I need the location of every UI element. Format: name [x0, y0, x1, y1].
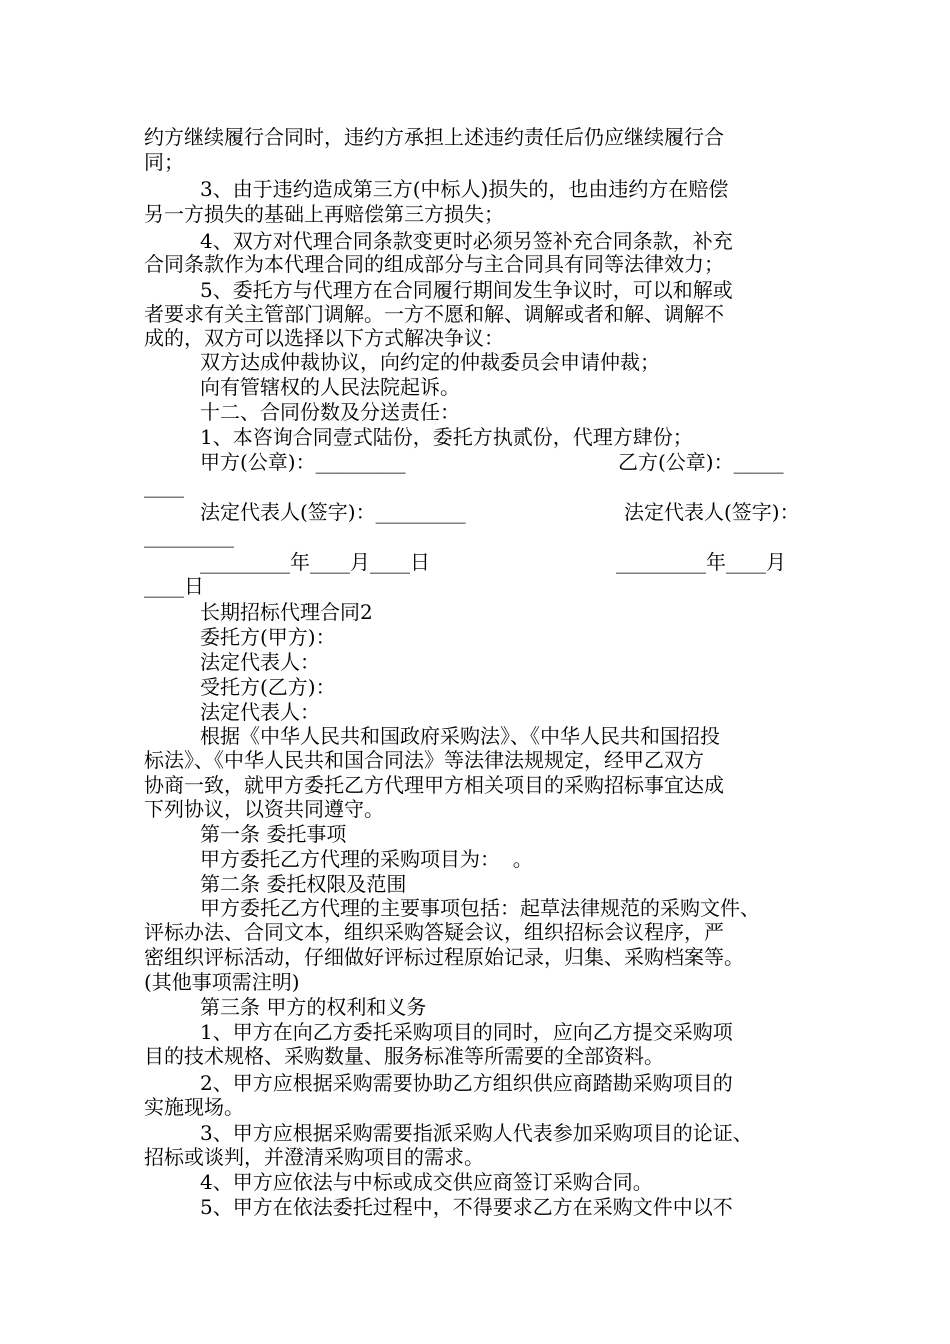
text-line-content: 另一方损失的基础上再赔偿第三方损失；: [144, 202, 504, 226]
text-line: [0, 1020, 950, 1044]
text-line-content: ____: [144, 474, 184, 498]
text-line-content: 向有管辖权的人民法院起诉。: [200, 375, 460, 399]
text-line-content: 法定代表人：: [200, 650, 320, 674]
text-line: [0, 600, 950, 624]
text-line-content: 第二条 委托权限及范围: [200, 872, 407, 896]
text-line-content: 评标办法、合同文本，组织采购答疑会议，组织招标会议程序，严: [144, 920, 724, 944]
text-line: [0, 574, 950, 598]
text-line: [0, 278, 950, 302]
text-line-content: ____日: [144, 574, 204, 598]
party-b-date: _________年____月: [616, 550, 786, 574]
text-line-content: 4、双方对代理合同条款变更时必须另签补充合同条款，补充: [200, 229, 733, 253]
text-line: [0, 524, 950, 548]
text-line: [0, 177, 950, 201]
text-line-content: 约方继续履行合同时，违约方承担上述违约责任后仍应继续履行合: [144, 125, 724, 149]
party-a-date: _________年____月____日: [200, 550, 430, 574]
text-line-content: 委托方(甲方)：: [200, 625, 336, 649]
text-line: [0, 375, 950, 399]
text-line-content: _________: [144, 524, 234, 548]
text-line-content: 法定代表人：: [200, 700, 320, 724]
text-line: [0, 125, 950, 149]
text-line: [0, 920, 950, 944]
text-line-content: 1、甲方在向乙方委托采购项目的同时，应向乙方提交采购项: [200, 1020, 733, 1044]
text-line: [0, 150, 950, 174]
signature-row-party: [0, 450, 950, 474]
text-line-content: 受托方(乙方)：: [200, 675, 336, 699]
text-line: [0, 822, 950, 846]
text-line: [0, 326, 950, 350]
text-line: [0, 474, 950, 498]
text-line: [0, 773, 950, 797]
text-line: [0, 797, 950, 821]
party-a-representative: 法定代表人(签字)：_________: [200, 500, 466, 524]
text-line: [0, 1145, 950, 1169]
text-line-content: 目的技术规格、采购数量、服务标准等所需要的全部资料。: [144, 1044, 664, 1068]
text-line-content: 4、甲方应依法与中标或成交供应商签订采购合同。: [200, 1170, 653, 1194]
text-line: [0, 650, 950, 674]
signature-row-date: [0, 550, 950, 574]
text-line-content: 2、甲方应根据采购需要协助乙方组织供应商踏勘采购项目的: [200, 1071, 733, 1095]
text-line-content: 1、本咨询合同壹式陆份，委托方执贰份，代理方肆份；: [200, 425, 693, 449]
text-line: [0, 970, 950, 994]
text-line-content: 十二、合同份数及分送责任：: [200, 400, 460, 424]
text-line-content: 5、甲方在依法委托过程中，不得要求乙方在采购文件中以不: [200, 1195, 733, 1219]
text-line-content: 成的，双方可以选择以下方式解决争议：: [144, 326, 504, 350]
text-line-content: 标法》、《中华人民共和国合同法》等法律法规规定，经甲乙双方: [144, 748, 704, 772]
text-line-content: 第一条 委托事项: [200, 822, 347, 846]
text-line-content: 双方达成仲裁协议，向约定的仲裁委员会申请仲裁；: [200, 350, 660, 374]
text-line: [0, 700, 950, 724]
text-line-content: (其他事项需注明): [144, 970, 300, 994]
text-line: [0, 302, 950, 326]
party-a-seal: 甲方(公章)：_________: [200, 450, 406, 474]
text-line-content: 密组织评标活动，仔细做好评标过程原始记录，归集、采购档案等。: [144, 945, 744, 969]
text-line-content: 实施现场。: [144, 1095, 244, 1119]
text-line-content: 协商一致，就甲方委托乙方代理甲方相关项目的采购招标事宜达成: [144, 773, 724, 797]
text-line-content: 同；: [144, 150, 184, 174]
signature-row-representative: [0, 500, 950, 524]
text-line: [0, 1095, 950, 1119]
text-line: [0, 1170, 950, 1194]
party-b-representative: 法定代表人(签字)：: [624, 500, 800, 524]
text-line: [0, 202, 950, 226]
text-line: [0, 945, 950, 969]
text-line: [0, 1121, 950, 1145]
text-line: [0, 748, 950, 772]
text-line-content: 第三条 甲方的权利和义务: [200, 995, 427, 1019]
text-line-content: 者要求有关主管部门调解。一方不愿和解、调解或者和解、调解不: [144, 302, 724, 326]
text-line-content: 甲方委托乙方代理的主要事项包括：起草法律规范的采购文件、: [200, 896, 760, 920]
text-line-content: 3、甲方应根据采购需要指派采购人代表参加采购项目的论证、: [200, 1121, 753, 1145]
text-line: [0, 350, 950, 374]
text-line: [0, 425, 950, 449]
text-line: [0, 1071, 950, 1095]
text-line-content: 长期招标代理合同2: [200, 600, 373, 624]
text-line: [0, 1195, 950, 1219]
text-line-content: 下列协议，以资共同遵守。: [144, 797, 384, 821]
text-line: [0, 400, 950, 424]
text-line: [0, 229, 950, 253]
text-line-content: 根据《中华人民共和国政府采购法》、《中华人民共和国招投: [200, 724, 720, 748]
party-b-seal: 乙方(公章)：_____: [618, 450, 784, 474]
text-line: [0, 872, 950, 896]
text-line: [0, 675, 950, 699]
text-line-content: 5、委托方与代理方在合同履行期间发生争议时，可以和解或: [200, 278, 733, 302]
text-line-content: 招标或谈判，并澄清采购项目的需求。: [144, 1145, 484, 1169]
text-line: [0, 252, 950, 276]
text-line: [0, 995, 950, 1019]
text-line: [0, 625, 950, 649]
text-line-content: 3、由于违约造成第三方(中标人)损失的，也由违约方在赔偿: [200, 177, 729, 201]
text-line-content: 甲方委托乙方代理的采购项目为： 。: [200, 847, 533, 871]
text-line: [0, 724, 950, 748]
text-line: [0, 1044, 950, 1068]
text-line-content: 合同条款作为本代理合同的组成部分与主合同具有同等法律效力；: [144, 252, 724, 276]
text-line: [0, 896, 950, 920]
text-line: [0, 847, 950, 871]
